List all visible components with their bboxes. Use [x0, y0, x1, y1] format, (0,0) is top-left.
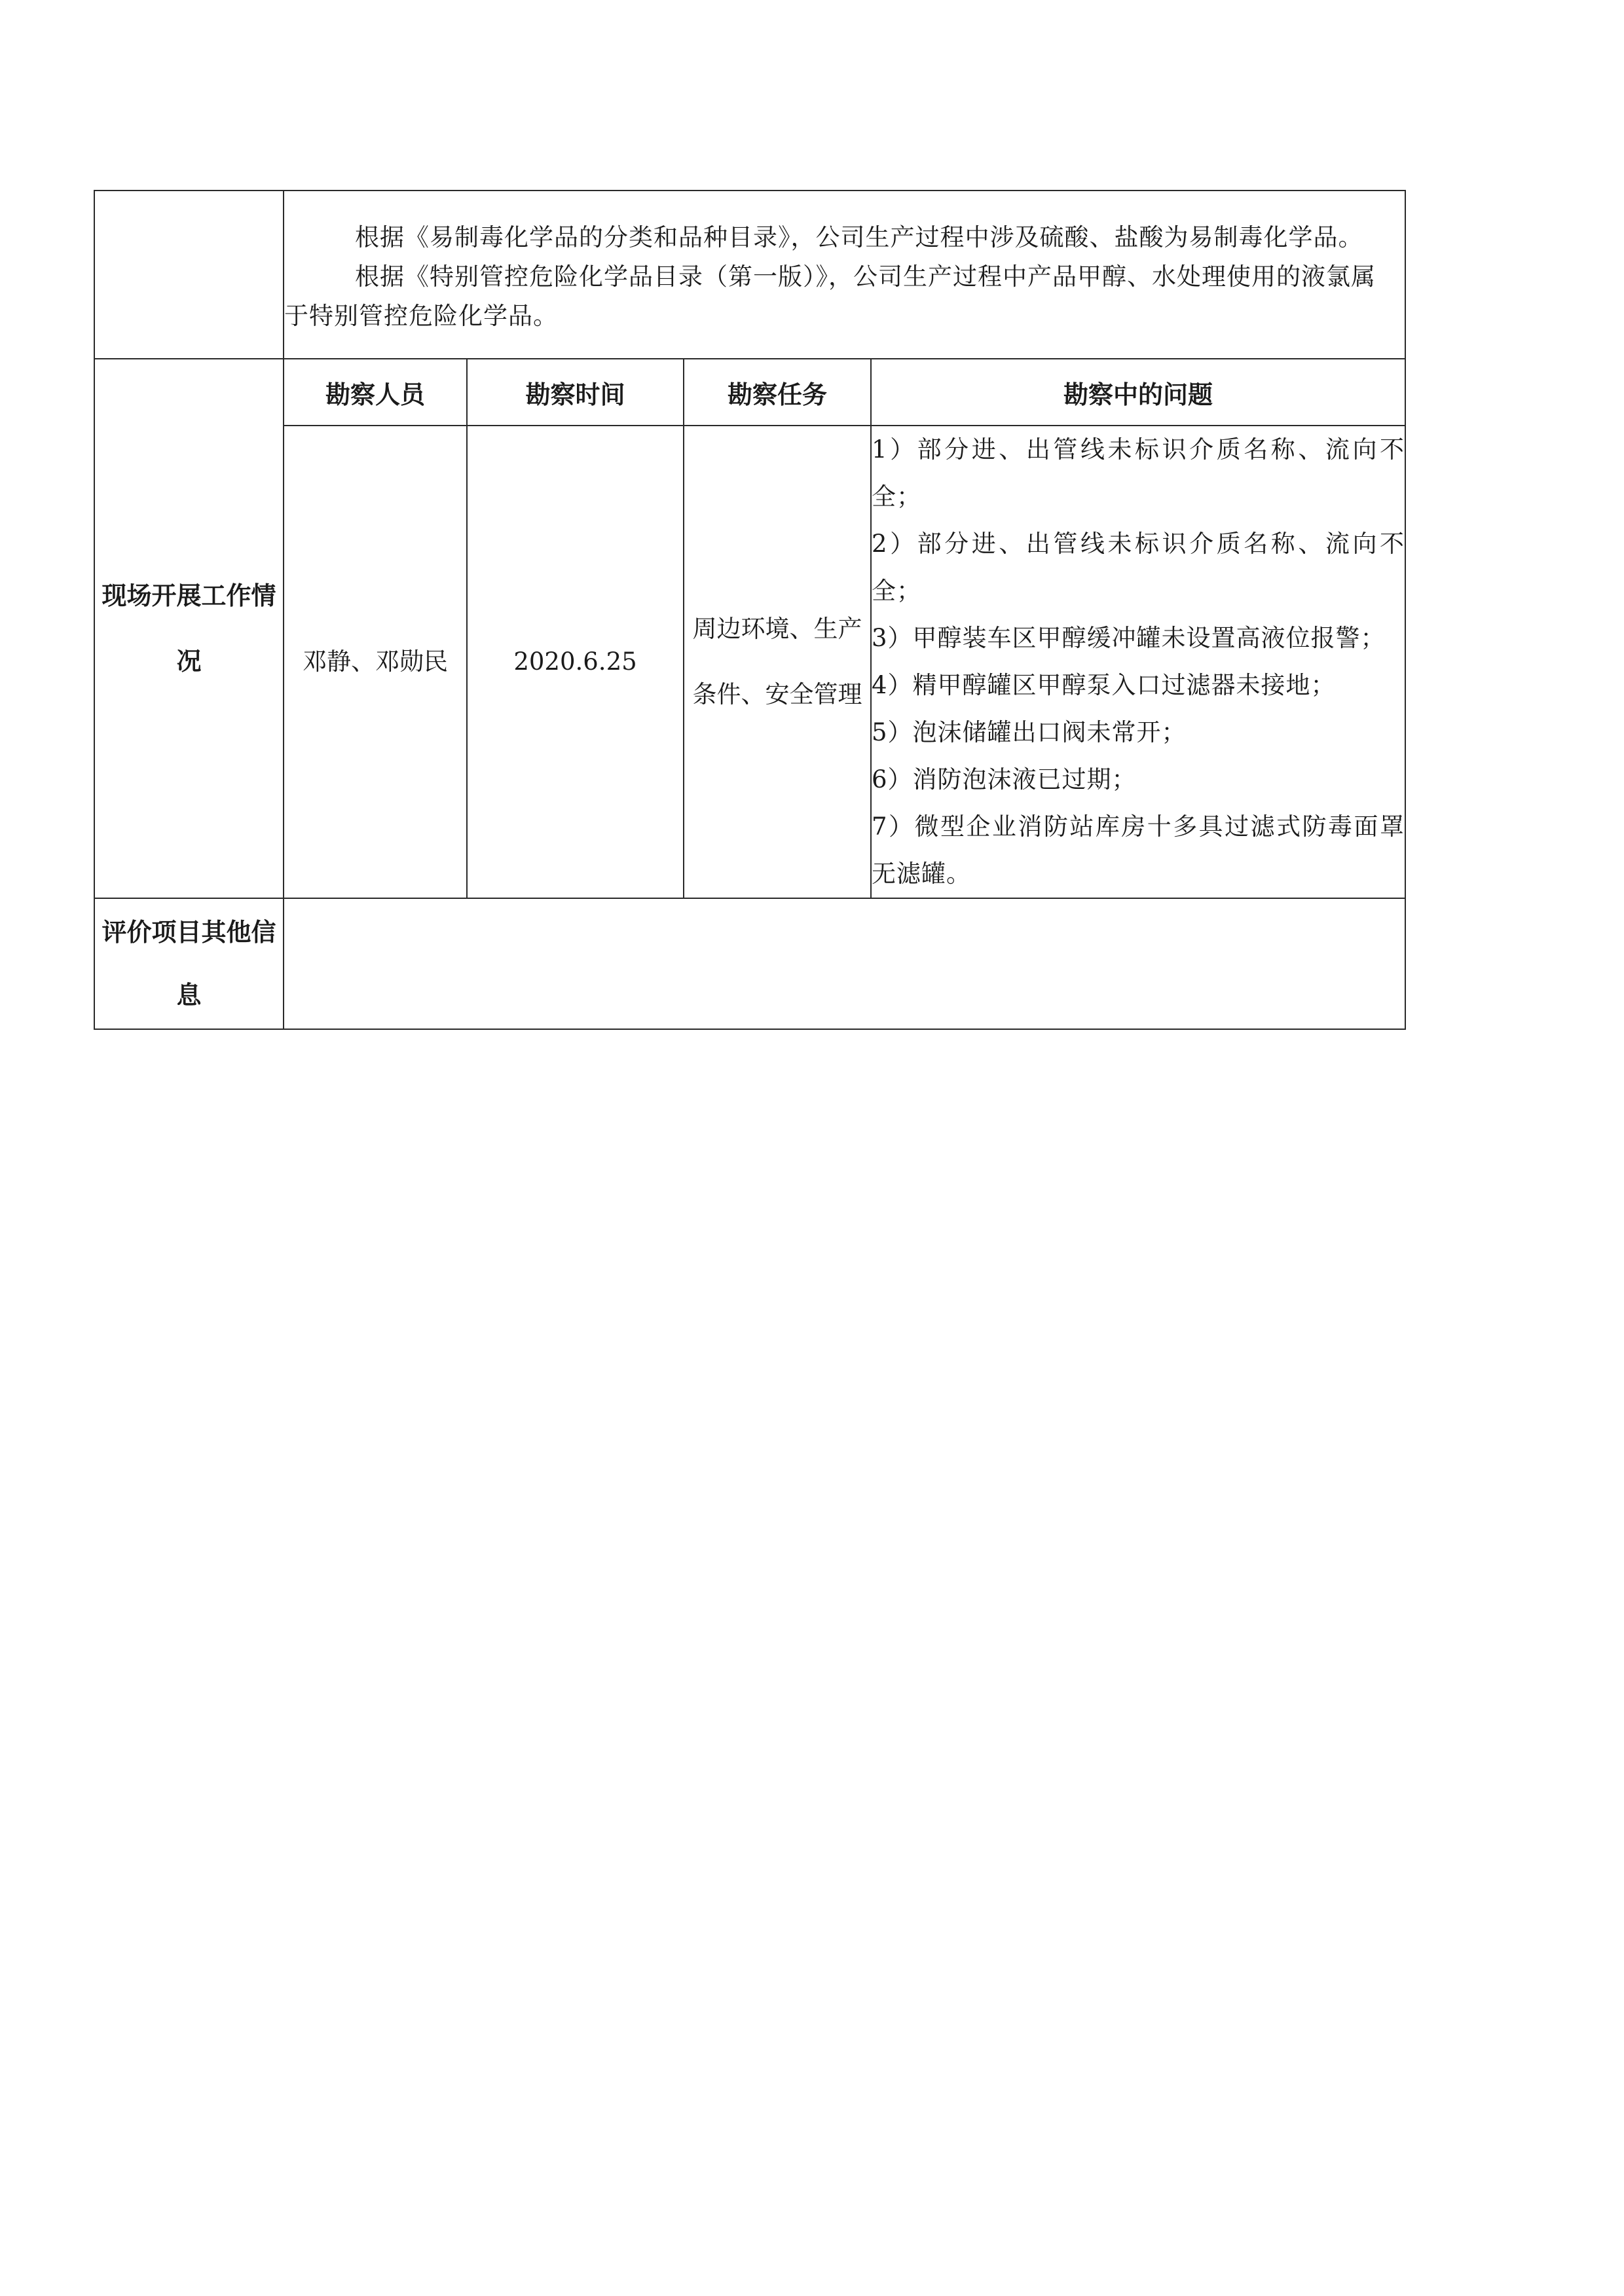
personnel-value: 邓静、邓勋民	[284, 426, 467, 898]
issue-item: 1）部分进、出管线未标识介质名称、流向不全；	[872, 435, 1405, 511]
time-value: 2020.6.25	[467, 426, 684, 898]
intro-label-cell	[94, 191, 284, 359]
intro-paragraph-2: 根据《特别管控危险化学品目录（第一版）》，公司生产过程中产品甲醇、水处理使用的液氯属于特别管控危险化学品。	[284, 262, 1376, 330]
header-time: 勘察时间	[467, 359, 684, 426]
other-info-row	[94, 898, 1405, 1029]
site-work-data-row	[94, 426, 1405, 898]
header-personnel: 勘察人员	[284, 359, 467, 426]
issue-item: 7）微型企业消防站库房十多具过滤式防毒面罩无滤罐。	[872, 812, 1405, 888]
task-value: 周边环境、生产条件、安全管理	[684, 426, 871, 898]
issue-item: 4）精甲醇罐区甲醇泵入口过滤器未接地；	[872, 671, 1336, 699]
issue-item: 3）甲醇装车区甲醇缓冲罐未设置高液位报警；	[872, 624, 1386, 652]
other-info-label: 评价项目其他信息	[94, 898, 284, 1029]
intro-row	[94, 191, 1405, 359]
issue-item: 2）部分进、出管线未标识介质名称、流向不全；	[872, 530, 1405, 605]
header-issues: 勘察中的问题	[871, 359, 1405, 426]
issues-list	[871, 426, 1405, 898]
issue-item: 5）泡沫储罐出口阀未常开；	[872, 718, 1187, 746]
evaluation-table	[94, 190, 1406, 1030]
header-task: 勘察任务	[684, 359, 871, 426]
other-info-value	[284, 898, 1405, 1029]
intro-paragraph-1: 根据《易制毒化学品的分类和品种目录》，公司生产过程中涉及硫酸、盐酸为易制毒化学品。	[355, 223, 1363, 251]
site-work-header-row	[94, 359, 1405, 426]
site-work-label: 现场开展工作情况	[94, 359, 284, 898]
intro-text-cell	[284, 191, 1405, 359]
issue-item: 6）消防泡沫液已过期；	[872, 765, 1137, 793]
